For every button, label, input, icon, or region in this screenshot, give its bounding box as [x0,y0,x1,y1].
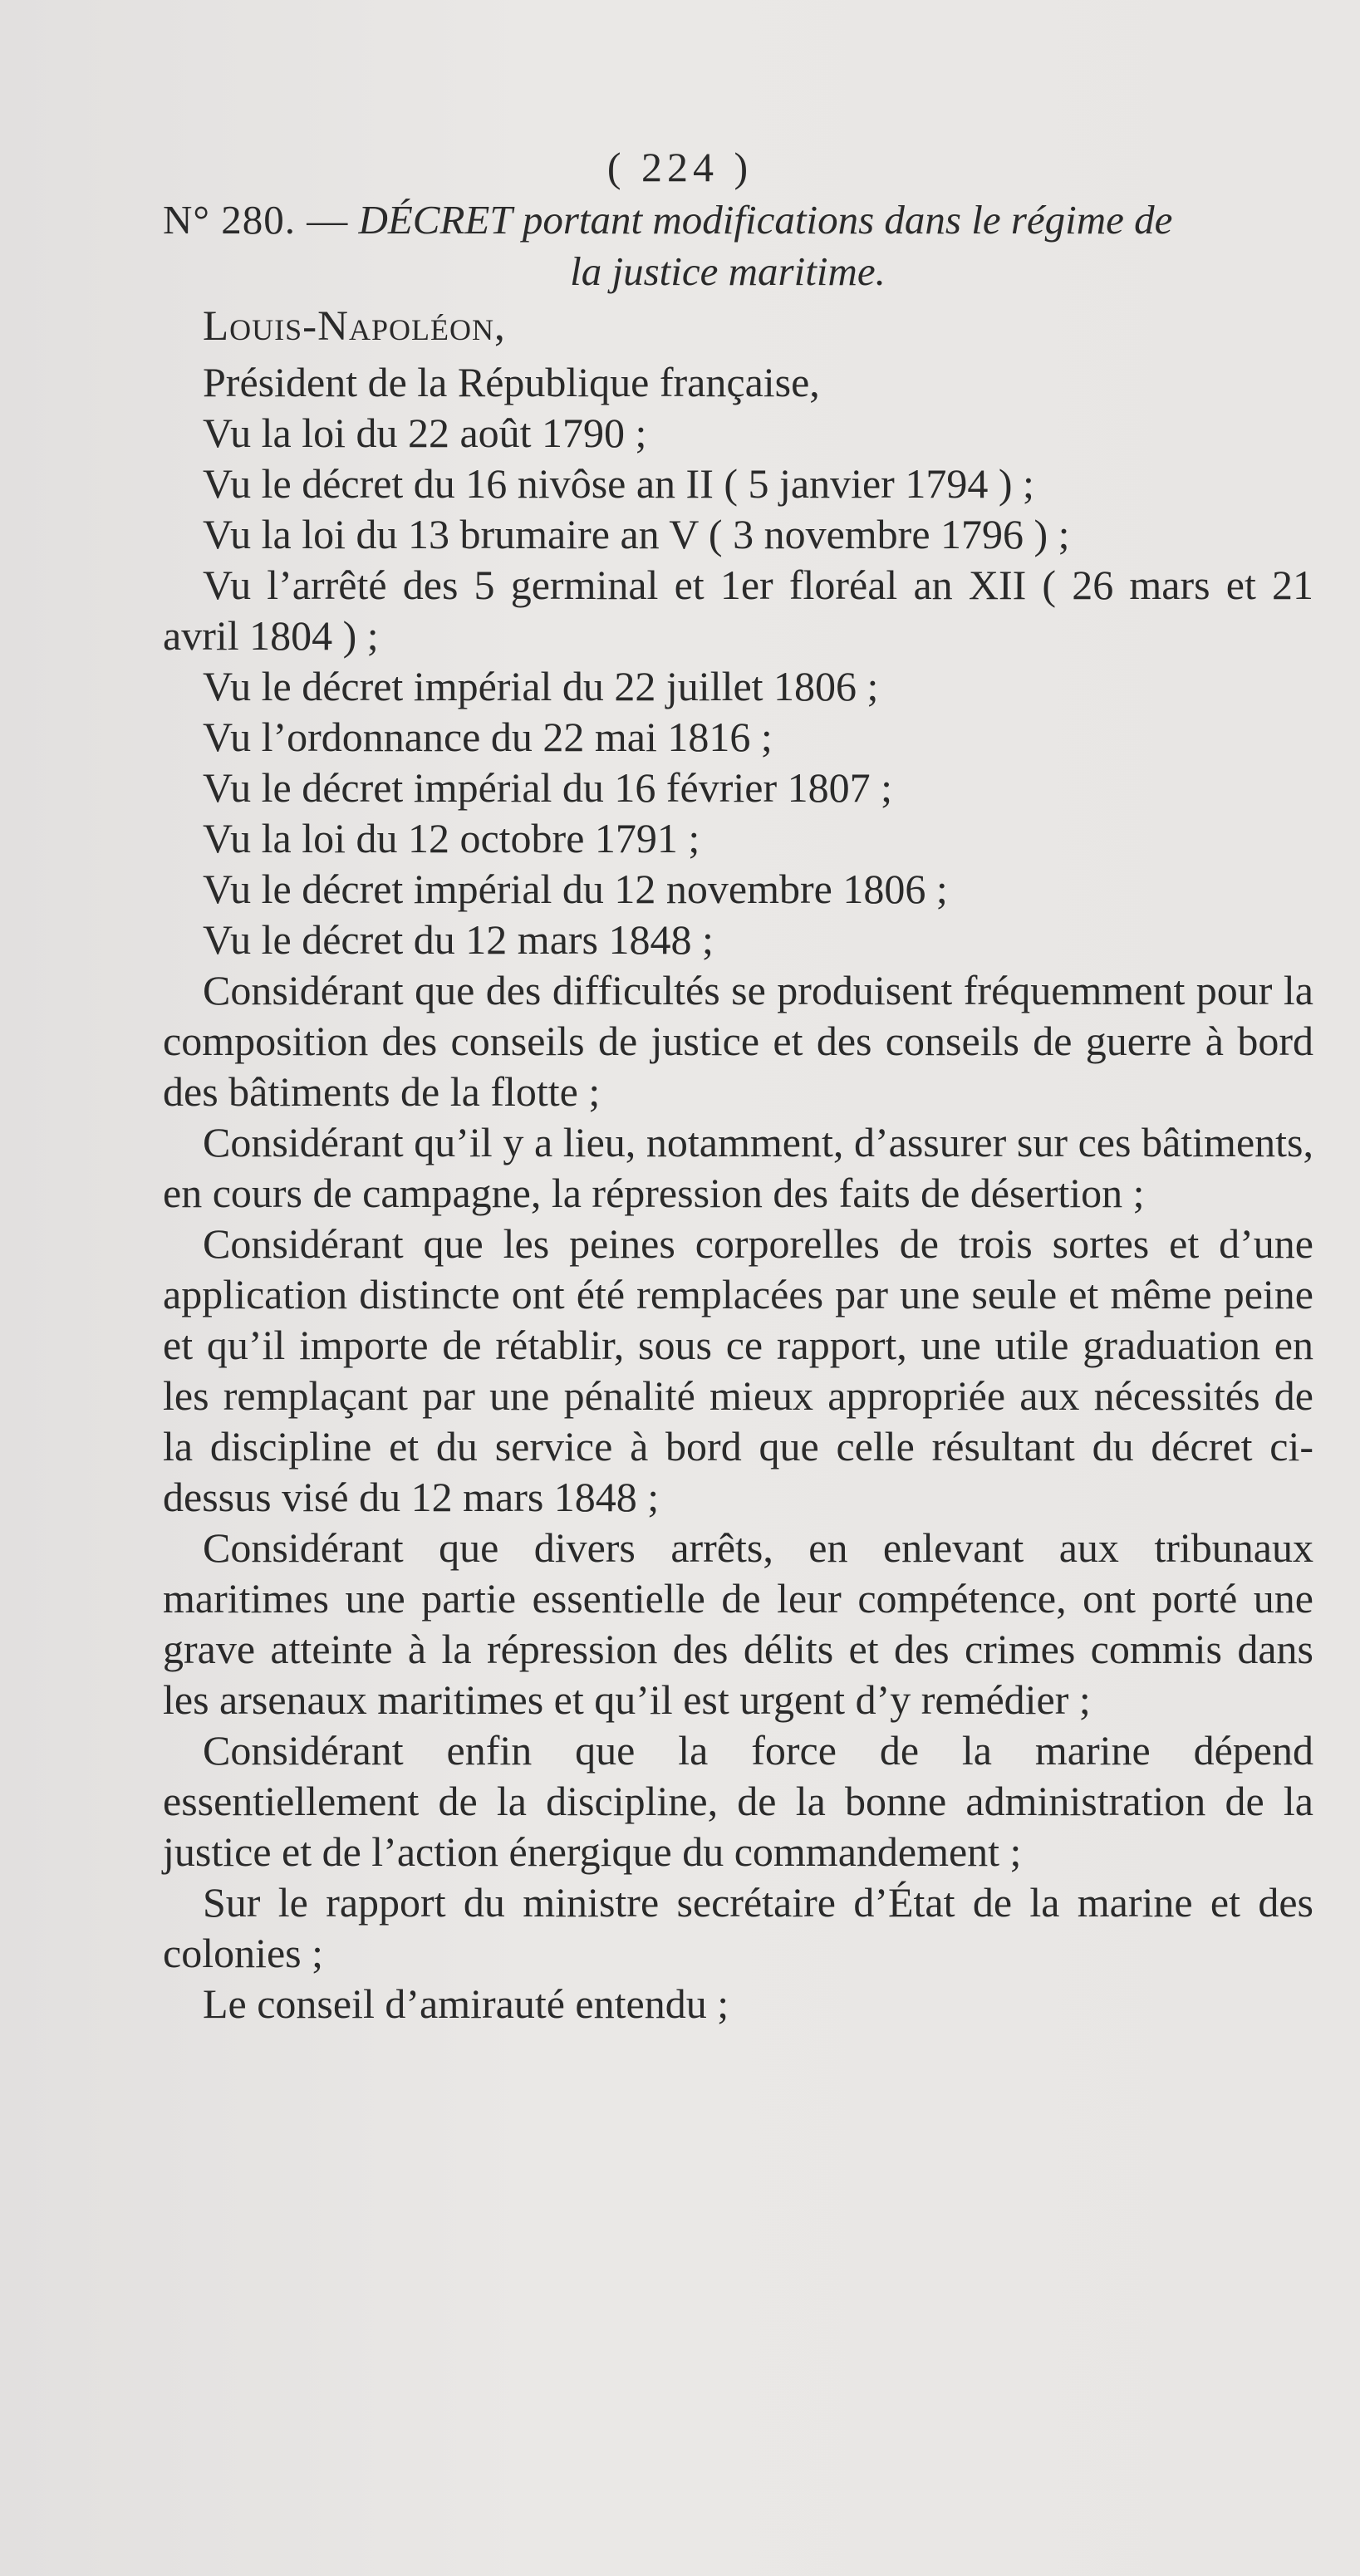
decree-heading [163,194,1326,297]
decree-title-line1: portant modifications dans le régime de [522,197,1173,243]
decree-number: N° 280. — [163,197,349,243]
paragraph: Considérant qu’il y a lieu, notamment, d’assurer sur ces bâtiments, en cours de campagne, la répression des faits de désertion ; [163,1119,1313,1216]
paragraph: Sur le rapport du ministre secrétaire d’État de la marine et des colonies ; [163,1879,1313,1976]
paragraph: Vu le décret impérial du 16 février 1807 ; [203,764,893,811]
paragraph: Président de la République française, [203,359,820,405]
paragraph: Vu la loi du 22 août 1790 ; [203,410,647,456]
paragraph: Vu la loi du 13 brumaire an V ( 3 novembre 1796 ) ; [203,511,1070,557]
page-number: ( 224 ) [606,144,754,190]
paragraph: Vu le décret impérial du 22 juillet 1806 ; [203,663,879,709]
paragraph: Vu la loi du 12 octobre 1791 ; [203,815,700,861]
paragraph: Vu le décret impérial du 12 novembre 1806 ; [203,866,948,912]
paragraph: Considérant que des difficultés se produisent fréquemment pour la composition des conseils de justice et des conseils de guerre à bord des bâtiments de la flotte ; [163,967,1313,1115]
paragraph: Vu l’ordonnance du 22 mai 1816 ; [203,714,773,760]
decree-title-caps: DÉCRET [358,197,513,243]
paragraph: Vu le décret du 12 mars 1848 ; [203,916,714,963]
decree-body [163,357,1313,2029]
decree-title-line2: la justice maritime. [570,248,886,294]
paragraph: Le conseil d’amirauté entendu ; [203,1980,729,2027]
paragraph: Considérant que les peines corporelles de trois sortes et d’une application distincte ont été remplacées par une seule et même peine et qu’il importe de rétablir, sous ce rapport, une utile graduation en les remplaçant par une pénalité mieux appropriée aux nécessités de la discipline et du service à bord que celle résultant du décret ci-dessus visé du 12 mars 1848 ; [163,1220,1313,1520]
paragraph: Vu l’arrêté des 5 germinal et 1er floréal an XII ( 26 mars et 21 avril 1804 ) ; [163,562,1313,659]
paragraph: Considérant que divers arrêts, en enlevant aux tribunaux maritimes une partie essentielle de leur compétence, ont porté une grave atteinte à la répression des délits et des crimes commis dans les arsenaux maritimes et qu’il est urgent d’y remédier ; [163,1524,1313,1723]
author-name: Louis-Napoléon, [203,303,506,350]
paragraph: Considérant enfin que la force de la marine dépend essentiellement de la discipline, de la bonne administration de la justice et de l’action énergique du commandement ; [163,1727,1313,1875]
paragraph: Vu le décret du 16 nivôse an II ( 5 janvier 1794 ) ; [203,460,1034,507]
